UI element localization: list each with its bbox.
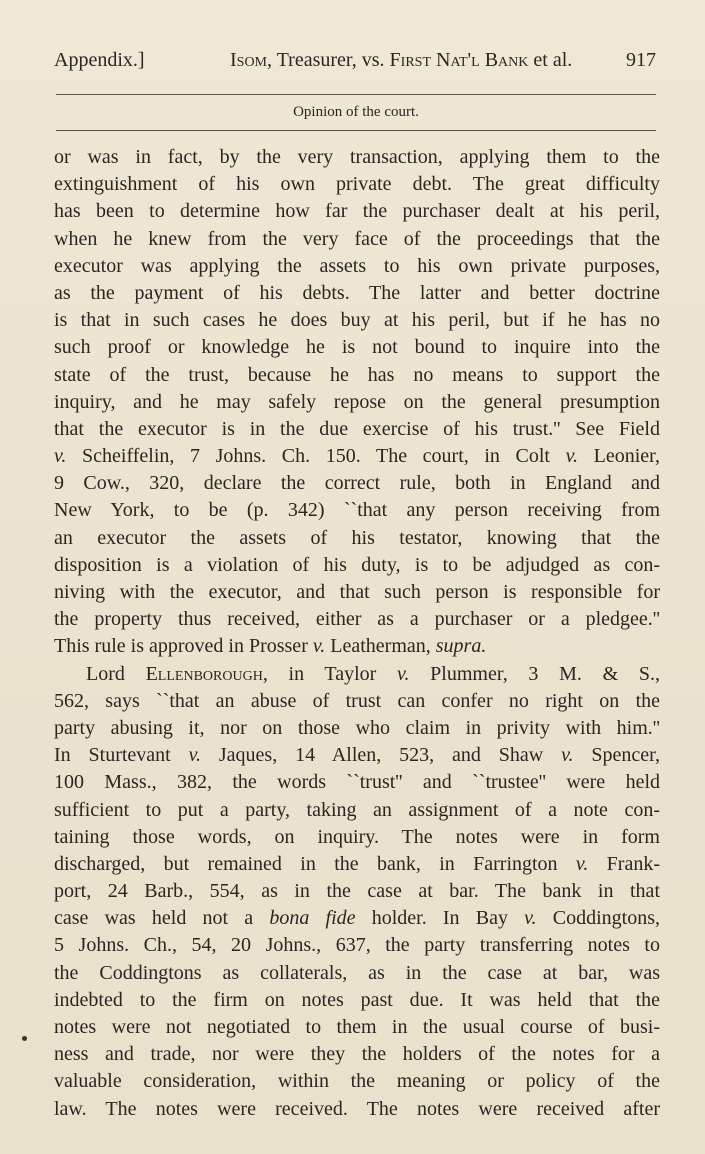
text-line [54,1014,660,1041]
text-run: the Coddingtons as collaterals, as in the case at bar, was [54,961,660,984]
text-run: as the payment of his debts. The latter and better doctrine [54,281,660,304]
text-run: an executor the assets of his testator, knowing that the [54,526,660,549]
text-line [54,416,660,443]
text-run: Spencer, [573,744,660,767]
text-run: New York, to be (p. 342) ``that any person receiving from [54,499,660,522]
text-line [54,253,660,280]
text-line [54,226,660,253]
text-line [54,824,660,851]
text-run: This rule is approved in Prosser [54,635,313,658]
text-run: law. The notes were received. The notes were received after [54,1097,660,1120]
text-line [54,579,660,606]
paragraph [54,144,660,661]
text-line [54,307,660,334]
text-run: indebted to the firm on notes past due. It was held that the [54,988,660,1011]
text-line [54,715,660,742]
page-number: 917 [626,49,656,71]
text-run: executor was applying the assets to his own private purposes, [54,254,660,277]
text-run: niving with the executor, and that such person is responsible for [54,581,660,603]
text-line [54,525,660,552]
case-title-party-2: First Nat'l Bank [389,49,529,71]
text-run: In Sturtevant [54,744,189,767]
italic-text: v. [188,744,202,767]
text-line [54,878,660,905]
text-run: 100 Mass., 382, the words ``trust'' and ``trustee'' were held [54,771,660,794]
text-line [54,606,660,633]
text-line [54,1041,660,1068]
header-rule-bottom [56,130,656,131]
text-run: Leatherman, [325,635,436,658]
text-run: when he knew from the very face of the proceedings that the [54,227,660,250]
case-title [230,44,572,76]
italic-text: v. [397,662,410,685]
margin-mark [22,1036,27,1041]
text-line [54,742,660,769]
text-line [54,905,660,932]
text-run: the property thus received, either as a purchaser or a pledgee.'' [54,608,660,631]
text-line [54,334,660,361]
text-line [54,1068,660,1095]
text-line [54,932,660,959]
text-line [54,633,660,660]
text-run: valuable consideration, within the meaning or policy of the [54,1070,660,1093]
text-run: discharged, but remained in the bank, in Farrington [54,852,576,875]
section-label: Appendix.] [54,49,145,71]
italic-text: v. [575,852,589,875]
text-run: state of the trust, because he has no means to support the [54,363,660,386]
text-line [54,171,660,198]
text-line [54,443,660,470]
header-rule-top [56,94,656,95]
text-run: Lord [86,662,146,685]
text-line [54,497,660,524]
text-line [54,470,660,497]
text-line [54,688,660,715]
italic-text: v. [561,744,574,767]
text-run: that the executor is in the due exercise of his trust.'' See Field [54,417,660,440]
italic-text: v. [524,907,537,930]
italic-text: v. [312,635,326,658]
text-run: ness and trade, nor were they the holders of the notes for a [54,1043,660,1066]
text-line [54,851,660,878]
case-title-party-1: Isom [230,49,268,71]
text-line [54,280,660,307]
text-line [54,198,660,225]
case-title-role: , Treasurer, vs. [267,49,390,71]
text-run: is that in such cases he does buy at his peril, but if he has no [54,309,660,332]
text-run: Frank- [588,852,661,875]
text-run: sufficient to put a party, taking an assignment of a note con- [54,798,660,821]
text-line [54,362,660,389]
text-run: such proof or knowledge he is not bound to inquire into the [54,336,660,359]
text-run: holder. In Bay [355,907,525,930]
text-line [54,987,660,1014]
text-run: notes were not negotiated to them in the usual course of busi- [54,1016,660,1038]
text-run: Scheiffelin, 7 Johns. Ch. 150. The court, in Colt [66,445,566,468]
text-line [54,960,660,987]
text-run: 9 Cow., 320, declare the correct rule, both in England and [54,472,660,495]
text-line [54,552,660,579]
text-line [54,797,660,824]
text-run: port, 24 Barb., 554, as in the case at bar. The bank in that [54,880,660,903]
text-run: Coddingtons, [536,907,660,930]
text-run: or was in fact, by the very transaction, applying them to the [54,146,660,168]
text-run: disposition is a violation of his duty, is to be adjudged as con- [54,553,660,576]
text-run: inquiry, and he may safely repose on the general presumption [54,390,660,413]
italic-text: v. [565,445,579,468]
case-title-suffix: et al. [528,49,573,71]
small-caps-name: Ellenborough [145,662,263,685]
text-run: Leonier, [578,445,661,468]
text-run: taining those words, on inquiry. The notes were in form [54,825,660,848]
paragraph [54,661,660,1123]
text-run: 5 Johns. Ch., 54, 20 Johns., 637, the party transferring notes to [54,934,660,957]
text-run: has been to determine how far the purchaser dealt at his peril, [54,200,660,223]
text-line [54,661,660,688]
text-run: Plummer, 3 M. & S., [409,662,660,685]
text-line [54,389,660,416]
text-line [54,144,660,171]
opinion-text [54,144,660,1123]
text-line [54,1096,660,1123]
text-line [54,769,660,796]
text-run: case was held not a [54,907,270,930]
text-run: party abusing it, nor on those who claim in privity with him.'' [54,716,660,739]
text-run: extinguishment of his own private debt. The great difficulty [54,173,660,196]
text-run: , in Taylor [262,662,398,685]
text-run: Jaques, 14 Allen, 523, and Shaw [201,744,562,767]
running-head [54,44,656,76]
italic-text: v. [54,445,67,468]
text-run: 562, says ``that an abuse of trust can confer no right on the [54,689,660,712]
italic-text: bona fide [269,907,356,930]
italic-text: supra. [435,635,487,658]
subheading: Opinion of the court. [293,104,419,120]
